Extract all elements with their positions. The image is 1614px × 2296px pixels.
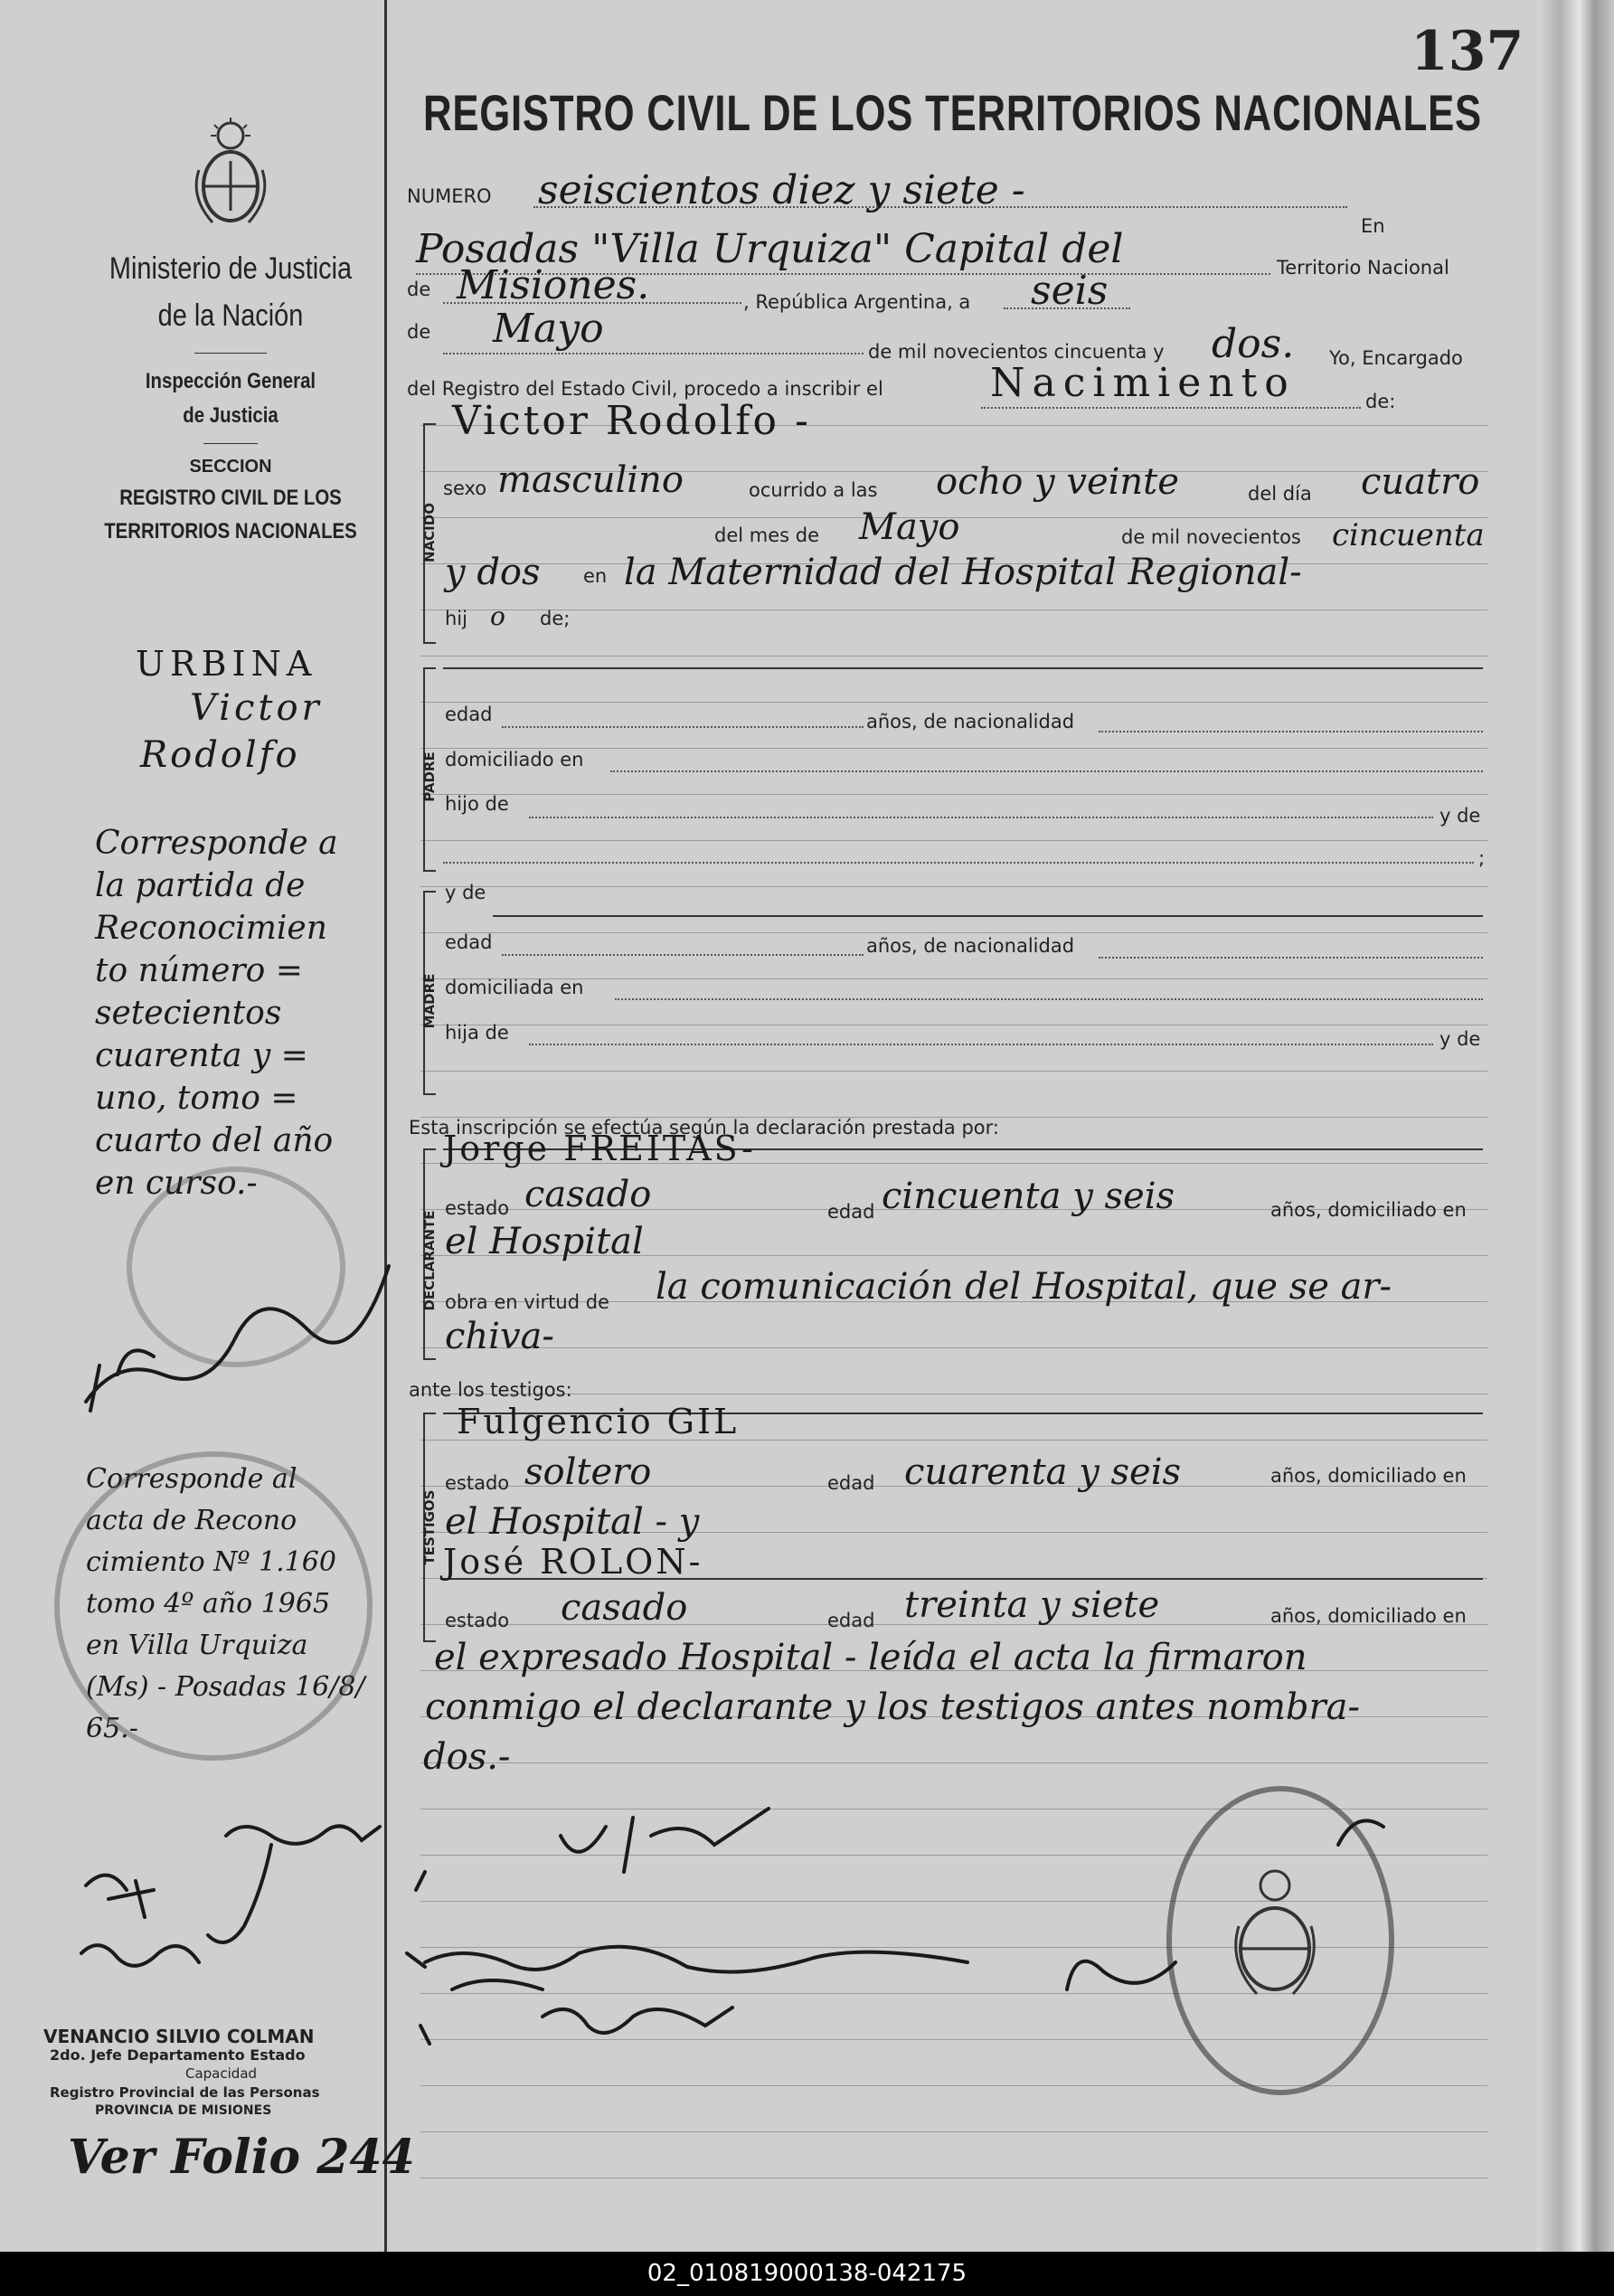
year-value: dos. [1212,321,1295,367]
declaracion-label: Esta inscripción se efectúa según la declaración prestada por: [409,1117,999,1139]
t2-estado-value: casado [561,1587,688,1629]
t1-anios-label: años, domiciliado en [1270,1465,1467,1487]
obra-value-1: la comunicación del Hospital, que se ar- [656,1266,1392,1308]
numero-value: seiscientos diez y siete - [538,167,1025,213]
margin-note-line: to número = [95,952,303,989]
day-value: seis [1031,268,1109,314]
declarante-name: Jorge FREITAS- [443,1129,756,1168]
book-binding [1537,0,1614,2252]
margin-note-line: cuarenta y = [95,1037,308,1074]
ministry-line-2: de la Nación [157,298,304,333]
closing-line-3: dos.- [423,1736,511,1778]
margin-note-line: tomo 4º año 1965 [86,1588,331,1620]
madre-edad-label: edad [445,931,493,953]
declarante-anios-label: años, domiciliado en [1270,1199,1467,1221]
margin-note-line: Corresponde a [95,825,338,862]
lugar-value: la Maternidad del Hospital Regional- [624,552,1302,593]
territory-value: Misiones. [457,262,650,308]
margin-surname: URBINA [136,644,317,684]
sexo-value: masculino [497,459,684,501]
margin-note-line: uno, tomo = [95,1080,298,1117]
declarante-domicilio-value: el Hospital [445,1221,644,1262]
yo-label: Yo, Encargado [1329,347,1463,369]
registro-label: del Registro del Estado Civil, procedo a inscribir el [407,378,883,400]
margin-given-1: Victor [190,687,323,729]
numero-label: NUMERO [407,185,492,207]
madre-domicilio-label: domiciliada en [445,977,584,998]
margin-note-line: Reconocimien [95,910,327,947]
margin-note-line: en curso.- [95,1165,258,1202]
margin-note-line: cuarto del año [95,1122,334,1159]
hora-value: ocho y veinte [936,461,1179,503]
declarante-side-label: DECLARANTE [421,1210,438,1311]
territorio-label: Territorio Nacional [1277,257,1449,279]
nacido-side-label: NACIDO [421,503,438,562]
anio-value-1: cincuenta [1332,517,1485,553]
official-line-2: 2do. Jefe Departamento Estado [50,2046,306,2064]
declarante-edad-label: edad [827,1201,875,1223]
t2-edad-value: treinta y siete [904,1584,1160,1626]
margin-note-line: en Villa Urquiza [86,1630,308,1661]
anio-value-2: y dos [445,552,541,593]
en-label: En [1361,215,1385,237]
de-label-nacido: de; [540,608,571,629]
margin-note-line: cimiento Nº 1.160 [86,1546,336,1578]
mes-value: Mayo [859,506,960,548]
page-title: REGISTRO CIVIL DE LOS TERRITORIOS NACIONALES [423,84,1482,141]
footer-code: 02_010819000138-042175 [0,2252,1614,2296]
inspection-line-1: Inspección General [145,369,316,393]
margin-note-line: setecientos [95,995,282,1032]
margin-note-line: acta de Recono [86,1505,297,1536]
padre-side-label: PADRE [421,751,438,802]
see-folio-note: Ver Folio 244 [68,2130,415,2185]
madre-hija-label: hija de [445,1022,509,1044]
padre-anios-label: años, de nacionalidad [866,711,1075,732]
madre-side-label: MADRE [421,973,438,1029]
t2-edad-label: edad [827,1610,875,1631]
republica-label: , República Argentina, a [743,291,971,313]
padre-hijo-label: hijo de [445,793,509,815]
padre-yde-label: y de [1439,805,1481,827]
hij-value: o [490,601,505,631]
obra-value-2: chiva- [445,1316,554,1357]
place-value: Posadas "Villa Urquiza" Capital del [416,226,1124,272]
margin-note-line: (Ms) - Posadas 16/8/ [86,1671,365,1703]
t2-anios-label: años, domiciliado en [1270,1605,1467,1627]
page-number: 137 [1411,20,1524,83]
margin-note-line: la partida de [95,867,306,904]
mil-label: de mil novecientos cincuenta y [868,341,1165,363]
declarante-edad-value: cincuenta y seis [882,1176,1175,1217]
month-value: Mayo [493,306,604,352]
de3-label: de: [1365,391,1396,412]
margin-note-line: Corresponde al [86,1463,297,1495]
margin-note-line: 65.- [86,1713,138,1744]
closing-line-2: conmigo el declarante y los testigos antes nombra- [425,1687,1361,1728]
hij-label: hij [445,608,467,629]
closing-line-1: el expresado Hospital - leída el acta la firmaron [434,1637,1307,1678]
testigo-1-name: Fulgencio GIL [457,1402,740,1441]
madre-yde-label: y de [445,882,486,903]
testigos-label: ante los testigos: [409,1379,572,1401]
t1-edad-value: cuarenta y seis [904,1451,1182,1493]
official-line-5: PROVINCIA DE MISIONES [95,2103,272,2118]
madre-yde2-label: y de [1439,1028,1481,1050]
act-value: Nacimiento [990,360,1296,406]
section-line-1: SECCION [189,457,272,477]
t1-domicilio-value: el Hospital - y [445,1501,700,1543]
testigo-2-name: José ROLON- [443,1542,703,1582]
dia-value: cuatro [1361,461,1480,503]
ministry-line-1: Ministerio de Justicia [109,251,353,286]
padre-semicolon: ; [1478,847,1486,869]
declarante-estado-value: casado [524,1174,652,1215]
official-line-3: Capacidad [185,2065,258,2082]
margin-given-2: Rodolfo [140,734,300,776]
t2-estado-label: estado [445,1610,510,1631]
en-label-nacido: en [583,565,608,587]
obra-label: obra en virtud de [445,1291,609,1313]
inspection-line-2: de Justicia [183,403,278,428]
de2-label: de [407,321,431,343]
dia-label: del día [1248,483,1312,505]
t1-edad-label: edad [827,1472,875,1494]
madre-anios-label: años, de nacionalidad [866,935,1075,957]
ocurrido-label: ocurrido a las [749,479,878,501]
nacido-name: Victor Rodolfo - [452,398,811,444]
sexo-label: sexo [443,477,487,499]
mes-label: del mes de [714,524,820,546]
testigos-side-label: TESTIGOS [421,1489,438,1565]
t1-estado-value: soltero [524,1451,652,1493]
section-line-2: REGISTRO CIVIL DE LOS [119,486,342,510]
declarante-estado-label: estado [445,1197,510,1219]
official-line-1: VENANCIO SILVIO COLMAN [43,2026,315,2047]
de-label: de [407,279,431,300]
t1-estado-label: estado [445,1472,510,1494]
padre-edad-label: edad [445,704,493,725]
section-line-3: TERRITORIOS NACIONALES [104,519,357,543]
mil-label-nacido: de mil novecientos [1121,526,1301,548]
official-line-4: Registro Provincial de las Personas [50,2084,320,2101]
padre-domicilio-label: domiciliado en [445,749,584,770]
